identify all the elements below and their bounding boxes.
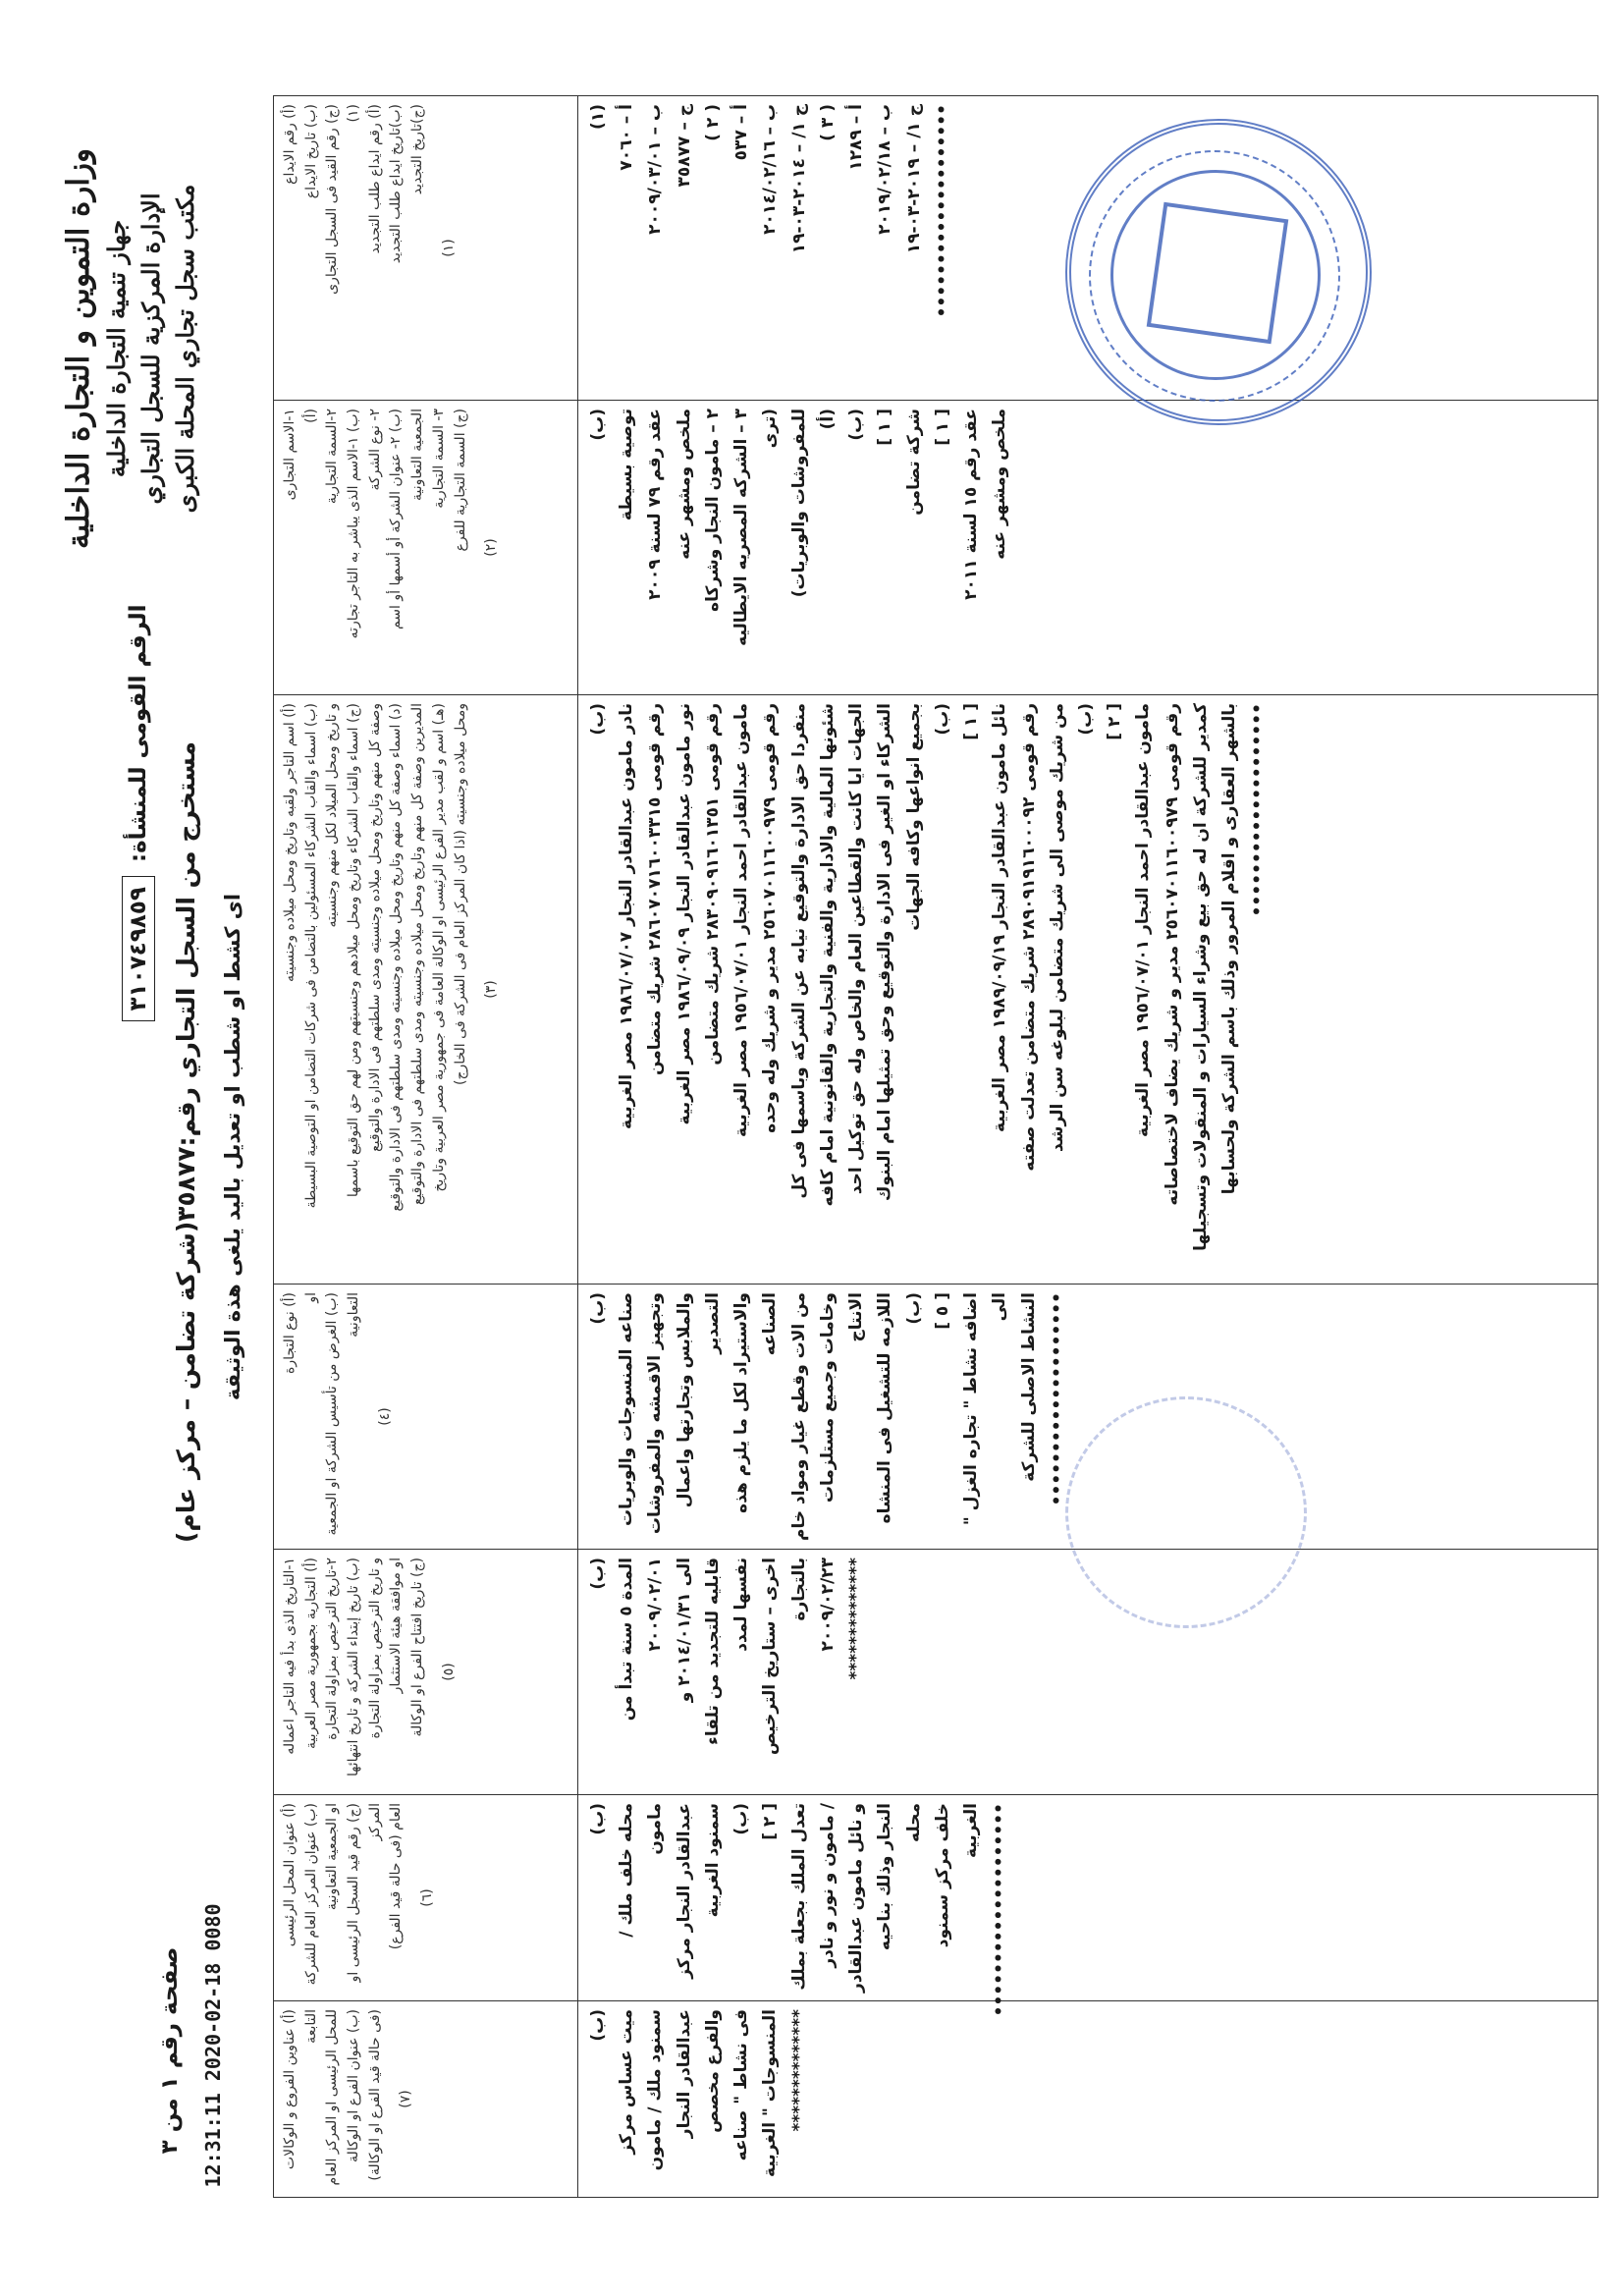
text-line: تعدل الملك بجعلة بملك xyxy=(788,1803,809,1991)
text-line: اخرى – ستاريخ الترخيص بالتجارة xyxy=(760,1558,809,1756)
text-line: رقم قومى ٢٨٩٠٩١٩١٦٠٠٠٩٢ شريك متضامن تعدلت صفته xyxy=(1018,703,1039,1172)
text-line: (أ) عنوان المحل الرئيسى xyxy=(282,1803,298,1947)
agency-name: جهاز تنمية التجارة الداخلية xyxy=(102,219,131,478)
text-line: (أ) xyxy=(817,409,838,430)
text-line: •••••••••••••••••••• xyxy=(990,1803,1010,2017)
text-line: أ – ٥٣٧ xyxy=(731,104,752,161)
text-line: [ ١ ] xyxy=(961,703,982,740)
text-line: [ ٥ ] xyxy=(932,1292,952,1330)
text-line: (١) xyxy=(346,104,362,123)
entry-cell-partners xyxy=(578,695,1598,1285)
text-line: عقد رقم ١٥ لسنة ٢٠١١ xyxy=(961,409,982,600)
text-line: عبدالقادر النجار xyxy=(674,2009,694,2139)
text-line: (ج) رقم قيد السجل الرئيسى او المركز xyxy=(346,1803,383,1983)
header-cell xyxy=(274,1795,578,2001)
text-line: (ب) اسماء والقاب الشركاء المسئولين بالتضامن فى شركات التضامن او التوصية البسيطة xyxy=(302,703,319,1209)
text-line: وصفة كل منهم وتاريخ ومحل ميلاده وجنسيته ومدى سلطتهم فى الادارة والتوقيع xyxy=(366,703,383,1152)
text-line: (ب) xyxy=(846,409,867,441)
text-line: (ب) xyxy=(588,703,608,736)
text-line: وخامات وجميع مستلزمات الانتاج xyxy=(817,1292,867,1503)
text-line: (ب) xyxy=(932,703,952,736)
text-line: ملخص ومشهر عنه xyxy=(990,409,1010,560)
text-line: ميت عساس مركز xyxy=(617,2009,637,2155)
text-line: سمنود ملك / مامون xyxy=(645,2009,666,2171)
text-line: أ – ٧٠٦٠ xyxy=(617,104,637,171)
text-line: صناعه المنسوجات والوبريات xyxy=(617,1292,637,1526)
header-cell xyxy=(274,1285,578,1550)
text-line: (ب) ٢- عنوان الشركة أو أسمها أو اسم xyxy=(388,409,405,630)
text-line: اللازمه للتشغيل فى المنشاه xyxy=(875,1292,895,1524)
text-line: (ب) xyxy=(903,1292,924,1325)
text-line: ٢- نوع الشركة xyxy=(366,409,383,491)
text-line: ٢-تاريخ الترخيص بمزاولة التجارة xyxy=(324,1558,341,1740)
text-line: و تاريخ ومحل الميلاد لكل منهم وجنسيته xyxy=(324,703,341,928)
text-line: او الجمعية التعاونية xyxy=(324,1803,341,1911)
column-number: (٢) xyxy=(483,538,500,557)
text-line: ************** xyxy=(846,1558,867,1680)
tamper-note: اى كشط او شطب او تعديل باليد يلغى هذة الوثيقة xyxy=(221,893,244,1401)
text-line: (أ) نوع التجارة xyxy=(282,1292,298,1374)
text-line: ج – ٣٥٨٧٧ xyxy=(674,104,694,188)
text-line: منفردا حق الادارة والتوقيع نيابه عن الشركة وباسمها فى كل xyxy=(788,703,809,1199)
text-line: المنسوجات " الغربية xyxy=(760,2009,781,2177)
text-line: [ ١ ] xyxy=(932,409,952,446)
text-line: ٣- السمة التجارية xyxy=(430,409,447,509)
text-line: للمحل الرئيسى او المركز العام xyxy=(324,2009,341,2186)
text-line: (ب) xyxy=(588,409,608,441)
text-line: (أ) رقم الايداع xyxy=(282,104,298,185)
column-headers xyxy=(274,96,578,2198)
text-line: ب – ٢٠٠٩/٠٣/٠١ xyxy=(645,104,666,235)
text-line: ( ٢ ) xyxy=(702,104,723,141)
text-line: عقد رقم ٧٩ لسنة ٢٠٠٩ xyxy=(645,409,666,600)
text-line: رقم قومى ٢٥٦٠٧٠١١٦٠٠٩٧٩ مدير و شريك يضاف لاختصاصاته xyxy=(1162,703,1182,1206)
text-line: ملخص ومشهر عنه xyxy=(674,409,694,560)
text-line: اضافه نشاط " تجاره الغزل " الى xyxy=(961,1292,1010,1526)
column-number: (٦) xyxy=(419,1888,436,1907)
text-line: •••••••••••••••••••• xyxy=(1047,1292,1067,1506)
text-line: (ب) ١-الاسم الذى يباشر به التاجر تجارته xyxy=(346,409,362,639)
text-line: رقم قومى ٢٨٣٠٩٠٩١٦٠١٣٥١ شريك متضامن xyxy=(702,703,723,1066)
text-line: الشركاء او الغير فى الادارة والتوقيع وحق تمثيلها امام البنوك xyxy=(875,703,895,1202)
text-line: (ب) تاريخ إبتداء الشركة و تاريخ انتهائها xyxy=(346,1558,362,1777)
text-line: ومحل ميلاده وجنسيته (اذا كان المركز العام فى الشركة فى الخارج) xyxy=(452,703,468,1086)
text-line: (د) اسماء وصفة كل منهم وتاريخ ومحل ميلاده وجنسيته ومدى سلطتهم فى الادارة والتوقيع xyxy=(388,703,405,1212)
text-line: (فى حالة قيد الفرع او الوكالة) xyxy=(366,2009,383,2181)
text-line: و تاريخ الترخيص بمزاولة التجارة xyxy=(366,1558,383,1739)
text-line: الجهات ايا كانت والقطاعين العام والخاص وله حق توكيل احد xyxy=(846,703,867,1195)
text-line: (ب) xyxy=(588,1292,608,1325)
text-line: (ب) تاريخ الايداع xyxy=(302,104,319,199)
text-line: ١-التاريخ الذى بدأ فيه التاجر اعماله xyxy=(282,1558,298,1755)
text-line: أ – ١٢٨٩ xyxy=(846,104,867,171)
ministry-name: وزارة التموين و التجارة الداخلية xyxy=(61,148,96,549)
eagle-emblem-icon xyxy=(1147,202,1289,345)
text-line: شركة تضامن xyxy=(903,409,924,516)
text-line: ب – ٢٠١٤/٠٢/١٦ xyxy=(760,104,781,235)
register-table xyxy=(273,95,1598,2198)
text-line: [ ١ ] xyxy=(875,409,895,446)
text-line: رقم قومى ٢٨٦٠٧٠٧١٦٠٠٣٣١٥ شريك متضامن xyxy=(645,703,666,1076)
text-line: قابليه للتجديد من تلقاء نفسها لمدد xyxy=(702,1558,752,1745)
header-cell xyxy=(274,2001,578,2198)
text-line: •••••••••••••••••••• xyxy=(1248,703,1269,917)
text-line: فى نشاط " صناعه xyxy=(731,2009,752,2161)
column-number: (٧) xyxy=(398,2090,414,2108)
text-line: [ ٢ ] xyxy=(1105,703,1125,740)
column-number: (٤) xyxy=(376,1407,393,1426)
text-line: (ب) عنوان الفرع او الوكالة xyxy=(346,2009,362,2162)
entry-cell-branches xyxy=(578,2001,1598,2198)
text-line: (ج) اسماء والقاب الشركاء وتاريخ ومحل ميلادهم وجنسيتهم ومن لهم حق التوقيع باسمها xyxy=(346,703,362,1198)
text-line: ج ١/ – ٢٠١٤-٠٣-١٩ xyxy=(788,104,809,254)
text-line: (ج) رقم القيد فى السجل التجارى xyxy=(324,104,341,295)
text-line: النجار وذلك بناحيه محله xyxy=(875,1803,924,1951)
text-line: ************** xyxy=(788,2009,809,2132)
header-cell xyxy=(274,401,578,695)
text-line: العام (فى حالة قيد الفرع) xyxy=(388,1803,405,1950)
text-line: (ب) الغرض من تأسيس الشركة او الجمعية التعاونية xyxy=(324,1292,362,1536)
text-line: نور مامون عبدالقادر النجار ١٩٨٦/٠٩/٠٩ مصر الغربية xyxy=(674,703,694,1125)
text-line: (أ) التجارية بجمهورية مصر العربية xyxy=(302,1558,319,1749)
national-id-value: ٣١٠٧٤٩٨٥٩ xyxy=(122,876,155,1021)
header-cell xyxy=(274,1550,578,1795)
text-line: والاستيراد لكل ما يلزم هذه الصناعه xyxy=(731,1292,781,1513)
text-line: المدة ٥ سنة تبدأ من ٢٠٠٩/٠٢/٠١ xyxy=(617,1558,666,1722)
text-line: / مامون و نور و نادر xyxy=(817,1803,838,1968)
text-line: الى ٢٠١٤/٠١/٣١ و xyxy=(674,1558,694,1703)
faint-stamp xyxy=(1065,1396,1307,1628)
header-cell xyxy=(274,96,578,401)
text-line: ج ١/ – ٢٠١٩-٠٣-١٩ xyxy=(903,104,924,254)
text-line: ٢-السمة التجارية xyxy=(324,409,341,505)
text-line: كمدير للشركة ان له حق بيع وشراء السيارات و المنقولات وتسجيلها xyxy=(1190,703,1211,1251)
text-line: ٢ – مامون النجار وشركاه xyxy=(702,409,723,612)
text-line: وتجهيز الاقمشه والمفروشات xyxy=(645,1292,666,1535)
text-line: المديرين وصفة كل منهم وتاريخ ومحل ميلاده وجنسيته ومدى سلطتهم فى الادارة والتوقيع xyxy=(409,703,426,1206)
text-line: (ب) xyxy=(1075,703,1096,736)
text-line: (ج) تاريخ افتتاح الفرع او الوكالة xyxy=(409,1558,426,1737)
text-line: للمفروشات والوبريات) xyxy=(788,409,809,598)
column-number: (٥) xyxy=(440,1663,457,1681)
header-cell xyxy=(274,695,578,1285)
text-line: ٢٠٠٩/٠٢/٢٣ xyxy=(817,1558,838,1652)
text-line: (ب) xyxy=(588,2009,608,2042)
text-line: (ب) عنوان المركز العام للشركة xyxy=(302,1803,319,1986)
text-line: (١) xyxy=(588,104,608,130)
column-number: (٣) xyxy=(483,980,500,999)
text-line: والملابس وتجارتها واعمال التصدير xyxy=(674,1292,723,1508)
text-line: (ج) السمة التجارية للفرع xyxy=(452,409,468,552)
text-line: رقم قومى ٢٥٦٠٧٠١١٦٠٠٩٧٩ مدير و شريك وله وحده xyxy=(760,703,781,1133)
text-line: بجميع انواعها وكافه الجهات xyxy=(903,703,924,931)
text-line: والفرع مخصص xyxy=(702,2009,723,2133)
text-line: (أ) اسم التاجر ولقبه وتاريخ ومحل ميلاده وجنسيته xyxy=(282,703,298,983)
text-line: ( ٣ ) xyxy=(817,104,838,141)
text-line: (ب) xyxy=(588,1558,608,1590)
text-line: او موافقة هيئة الاستثمار xyxy=(388,1558,405,1694)
text-line: و نائل مامون عبدالقادر xyxy=(846,1803,867,1993)
text-line: (أ) رقم ايداع طلب التجديد xyxy=(366,104,383,254)
entry-cell-main-address xyxy=(578,1795,1598,2017)
national-id-label: الرقم القومى للمنشأة: xyxy=(126,604,151,863)
text-line: [ ٢ ] xyxy=(760,1803,781,1840)
entry-cell-company-type xyxy=(578,401,1598,695)
official-stamp xyxy=(1065,119,1372,425)
text-line: مامون عبدالقادر احمد النجار ١٩٥٦/٠٧/٠١ مصر الغربية xyxy=(731,703,752,1137)
column-number: (١) xyxy=(440,239,457,257)
text-line: (ب) xyxy=(588,1803,608,1835)
text-line: خلف مركز سمنود الغربية xyxy=(932,1803,982,1948)
text-line: (ج)تاريخ التجديد xyxy=(409,104,426,195)
text-line: من شريك موصى الى شريك متضامن لبلوغه سن الرشد xyxy=(1047,703,1067,1153)
print-timestamp: 12:31:11 2020-02-18 0080 xyxy=(201,1903,225,2188)
text-line: مامون عبدالقادر احمد النجار ١٩٥٦/٠٧/٠١ مصر الغربية xyxy=(1133,703,1154,1137)
text-line: من الات وقطع غيار ومواد خام xyxy=(788,1292,809,1541)
text-line: •••••••••••••••••••• xyxy=(932,104,952,318)
text-line: او xyxy=(302,1292,319,1303)
text-line: الجمعية التعاونية xyxy=(409,409,426,502)
department-name: الإدارة المركزية للسجل التجاري xyxy=(136,192,165,505)
national-id xyxy=(126,514,151,1113)
text-line: ٣ – الشركه المصريه الايطاليه (ترى xyxy=(731,409,781,646)
text-line: (أ) xyxy=(302,409,319,423)
office-name: مكتب سجل تجاري المحلة الكبرى xyxy=(171,184,199,514)
text-line: نائل مامون عبدالقادر النجار ١٩٨٩/٠٩/١٩ مصر الغربية xyxy=(990,703,1010,1133)
text-line: (ب) xyxy=(731,1803,752,1835)
text-line: ب – ٢٠١٩/٠٢/١٨ xyxy=(875,104,895,235)
text-line: نادر مامون عبدالقادر النجار ١٩٨٦/٠٧/٠٧ مصر الغربية xyxy=(617,703,637,1129)
text-line: محله خلف ملك / مامون xyxy=(617,1803,666,1938)
extract-title: مستخرج من السجل التجاري رقم:٣٥٨٧٧(شركة تضامن – مركز عام) xyxy=(172,740,200,1544)
text-line: بالشهر العقارى و اقلام المرور وذلك باسم الشركة ولحسابها xyxy=(1219,703,1240,1195)
entry-cell-dates xyxy=(578,1550,1598,1795)
text-line: (أ) عناوين الفروع و الوكالات التابعة xyxy=(282,2009,319,2170)
text-line: (ب)تاريخ ايداع طلب التجديد xyxy=(388,104,405,264)
text-line: (هـ) اسم و لقب مدير الفرع الرئيسى او الوكالة العامة فى جمهورية مصر العربية وتاريخ xyxy=(430,703,447,1192)
text-line: شئونها المالية والادارية والفنية والتجارية والقانونية امام كافه xyxy=(817,703,838,1207)
text-line: النشاط الاصلى للشركة xyxy=(1018,1292,1039,1482)
page-number: صفحة رقم ١ من ٣ xyxy=(157,1946,183,2155)
text-line: عبدالقادر النجار مركز xyxy=(674,1803,694,1979)
text-line: سمنود الغربية xyxy=(702,1803,723,1918)
text-line: توصية بسيطة xyxy=(617,409,637,521)
text-line: ١-الاسم التجارى xyxy=(282,409,298,501)
register-entries xyxy=(578,96,1598,2198)
